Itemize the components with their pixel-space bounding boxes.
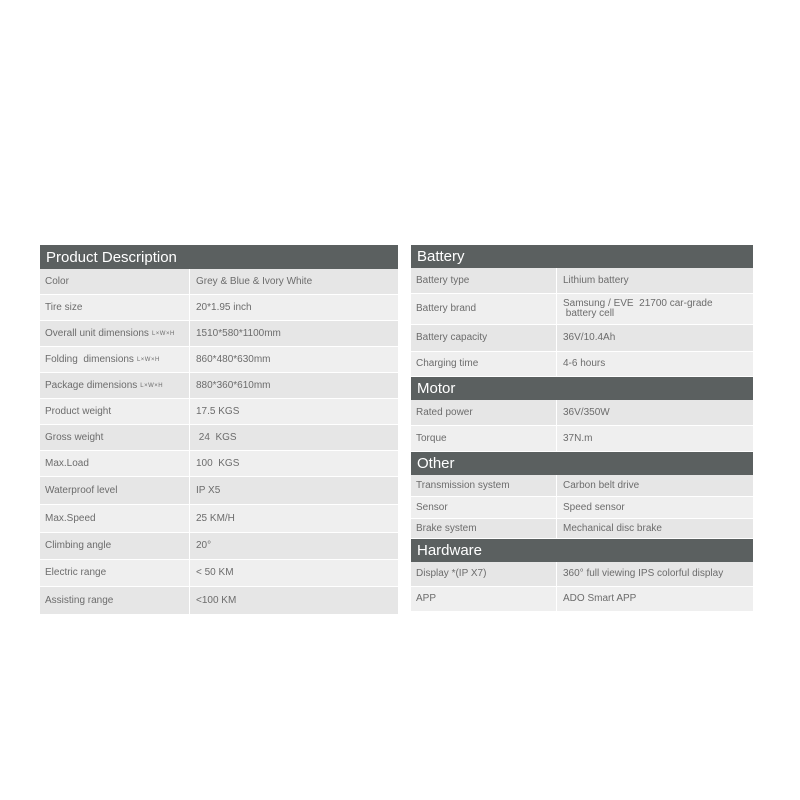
table-row bbox=[40, 560, 398, 587]
table-row bbox=[40, 399, 398, 425]
spec-value: 4-6 hours bbox=[557, 352, 753, 376]
spec-value: 20*1.95 inch bbox=[190, 295, 398, 320]
spec-value: Lithium battery bbox=[557, 268, 753, 293]
spec-value: 20° bbox=[190, 533, 398, 559]
spec-key: Climbing angle bbox=[40, 533, 190, 559]
spec-value: IP X5 bbox=[190, 477, 398, 504]
spec-key-label: Overall unit dimensions bbox=[45, 327, 149, 339]
table-row bbox=[40, 373, 398, 399]
spec-key: Assisting range bbox=[40, 587, 190, 614]
dimension-order-label: L×W×H bbox=[140, 382, 164, 389]
table-row bbox=[40, 295, 398, 321]
spec-key: Torque bbox=[411, 426, 557, 451]
spec-value: 24 KGS bbox=[190, 425, 398, 450]
spec-value: Mechanical disc brake bbox=[557, 519, 753, 538]
spec-key: Battery brand bbox=[411, 294, 557, 324]
table-row bbox=[411, 352, 753, 377]
table-row bbox=[411, 587, 753, 612]
spec-key: Rated power bbox=[411, 400, 557, 425]
spec-value: 100 KGS bbox=[190, 451, 398, 476]
hardware-header bbox=[411, 539, 753, 562]
motor-header bbox=[411, 377, 753, 400]
spec-value: 860*480*630mm bbox=[190, 347, 398, 372]
spec-key: Sensor bbox=[411, 497, 557, 518]
spec-value: 1510*580*1100mm bbox=[190, 321, 398, 346]
spec-value bbox=[557, 294, 753, 324]
spec-key: Color bbox=[40, 269, 190, 294]
spec-value: Carbon belt drive bbox=[557, 475, 753, 496]
spec-value: 17.5 KGS bbox=[190, 399, 398, 424]
table-row bbox=[411, 519, 753, 539]
spec-value-line: Samsung / EVE 21700 car-grade bbox=[563, 298, 713, 309]
table-row bbox=[40, 533, 398, 560]
table-row bbox=[40, 321, 398, 347]
table-row bbox=[40, 425, 398, 451]
table-row bbox=[40, 477, 398, 505]
table-row bbox=[40, 269, 398, 295]
spec-key: Gross weight bbox=[40, 425, 190, 450]
product-description-header bbox=[40, 245, 398, 269]
spec-value: Grey & Blue & Ivory White bbox=[190, 269, 398, 294]
spec-value: 36V/10.4Ah bbox=[557, 325, 753, 351]
table-row bbox=[411, 325, 753, 352]
table-row bbox=[40, 587, 398, 615]
spec-key: Tire size bbox=[40, 295, 190, 320]
section-title: Hardware bbox=[417, 542, 483, 559]
spec-key: Transmission system bbox=[411, 475, 557, 496]
spec-value: 360° full viewing IPS colorful display bbox=[557, 562, 753, 586]
battery-header bbox=[411, 245, 753, 268]
section-title: Other bbox=[417, 455, 455, 472]
table-row bbox=[40, 347, 398, 373]
spec-value: <100 KM bbox=[190, 587, 398, 614]
spec-value: 25 KM/H bbox=[190, 505, 398, 532]
table-row bbox=[40, 505, 398, 533]
other-header bbox=[411, 452, 753, 475]
table-row bbox=[411, 400, 753, 426]
spec-key: Max.Load bbox=[40, 451, 190, 476]
spec-key: Waterproof level bbox=[40, 477, 190, 504]
spec-key: Battery type bbox=[411, 268, 557, 293]
spec-value: 880*360*610mm bbox=[190, 373, 398, 398]
spec-value: 36V/350W bbox=[557, 400, 753, 425]
spec-value: < 50 KM bbox=[190, 560, 398, 586]
section-title: Battery bbox=[417, 248, 465, 265]
spec-value: Speed sensor bbox=[557, 497, 753, 518]
spec-key: Max.Speed bbox=[40, 505, 190, 532]
dimension-order-label: L×W×H bbox=[136, 356, 160, 363]
spec-value: 37N.m bbox=[557, 426, 753, 451]
spec-key bbox=[40, 321, 190, 346]
spec-key: Display *(IP X7) bbox=[411, 562, 557, 586]
product-description-table bbox=[40, 245, 398, 615]
table-row bbox=[411, 426, 753, 452]
spec-value: ADO Smart APP bbox=[557, 587, 753, 611]
spec-key: Electric range bbox=[40, 560, 190, 586]
spec-key: Product weight bbox=[40, 399, 190, 424]
component-specs-table bbox=[411, 245, 753, 612]
spec-value-line: battery cell bbox=[563, 308, 615, 319]
table-row bbox=[40, 451, 398, 477]
spec-key-label: Package dimensions bbox=[45, 379, 138, 391]
table-row bbox=[411, 562, 753, 587]
table-row bbox=[411, 475, 753, 497]
spec-key: Brake system bbox=[411, 519, 557, 538]
spec-key: Charging time bbox=[411, 352, 557, 376]
table-row bbox=[411, 294, 753, 325]
section-title: Motor bbox=[417, 380, 456, 397]
spec-key: APP bbox=[411, 587, 557, 611]
spec-key-label: Folding dimensions bbox=[45, 353, 134, 365]
spec-key: Battery capacity bbox=[411, 325, 557, 351]
table-row bbox=[411, 268, 753, 294]
spec-key bbox=[40, 373, 190, 398]
table-row bbox=[411, 497, 753, 519]
dimension-order-label: L×W×H bbox=[151, 330, 175, 337]
section-title: Product Description bbox=[46, 248, 177, 266]
spec-key bbox=[40, 347, 190, 372]
